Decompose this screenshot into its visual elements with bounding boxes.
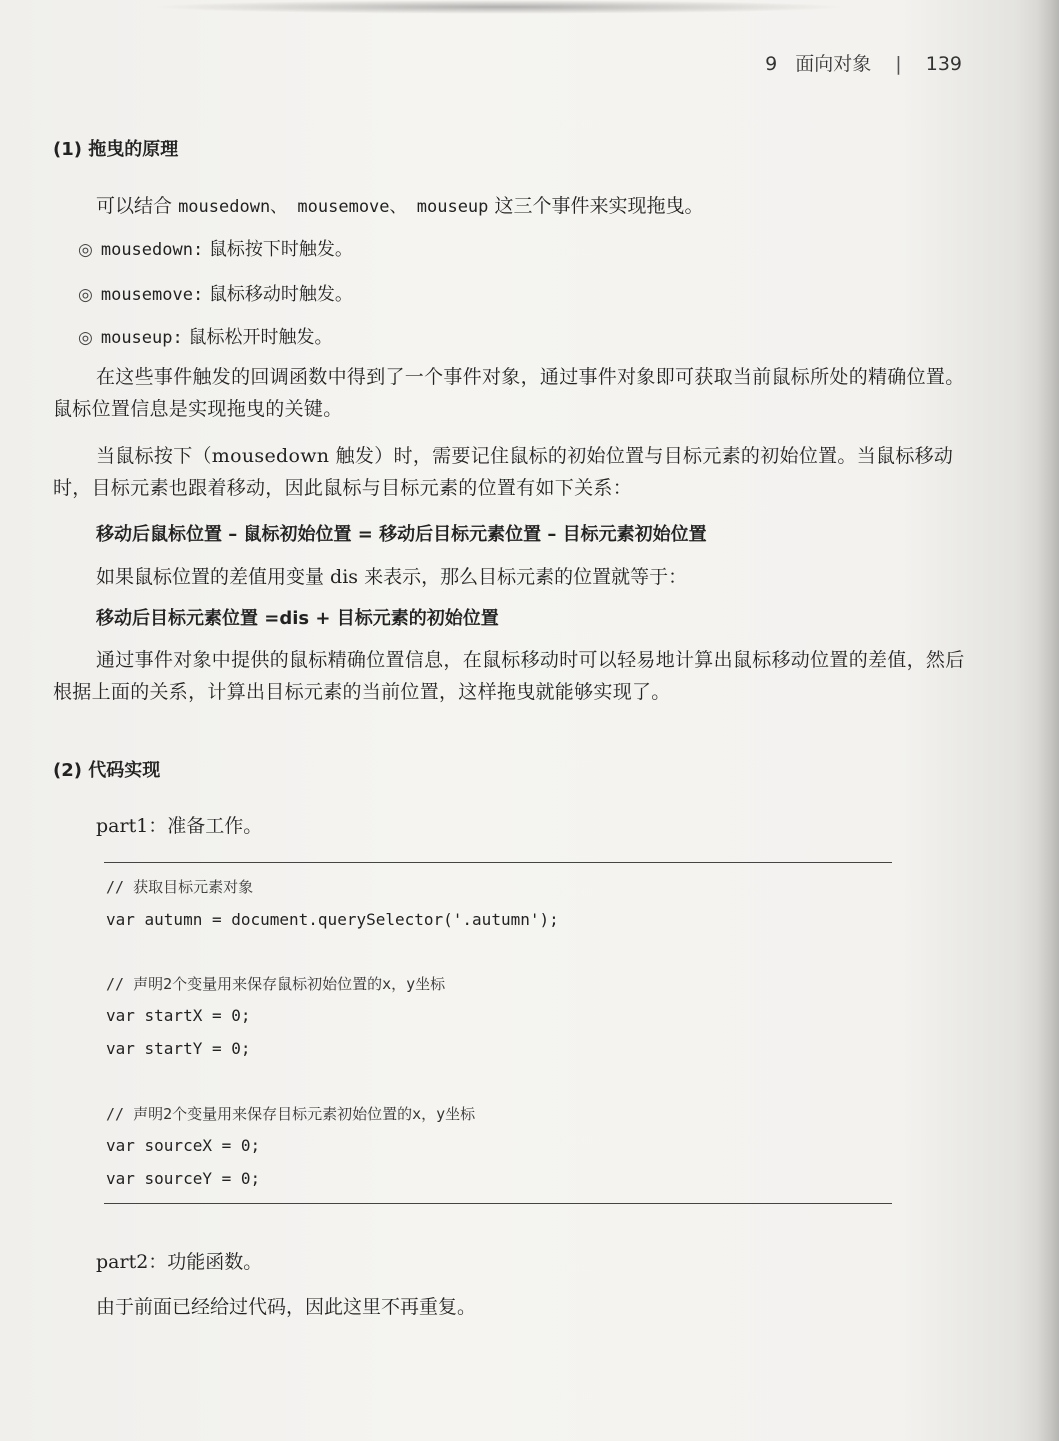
code-line: var sourceY = 0; [106,1169,261,1188]
bullet-icon: ◎ [78,285,93,305]
paragraph-dis-variable: 如果鼠标位置的差值用变量 dis 来表示，那么目标元素的位置就等于： [96,566,688,588]
intro-suffix: 这三个事件来实现拖曳。 [494,195,704,217]
code-line: var startY = 0; [106,1039,251,1058]
running-header [765,49,962,76]
section-heading-code: (2) 代码实现 [53,760,161,781]
bullet-icon: ◎ [78,240,93,260]
bullet-text: 鼠标移动时触发。 [208,284,353,305]
page-number: 139 [925,53,962,75]
bullet-code: mousemove: [100,285,204,305]
paragraph-mouse-down: 当鼠标按下（mousedown 触发）时，需要记住鼠标的初始位置与目标元素的初始位置。当鼠标移动时，目标元素也跟着移动，因此鼠标与目标元素的位置有如下关系： [53,445,954,499]
part2-label: part2：功能函数。 [96,1251,263,1273]
bullet-mousedown [78,235,353,261]
header-separator: | [895,53,902,75]
paragraph-conclusion: 通过事件对象中提供的鼠标精确位置信息，在鼠标移动时可以轻易地计算出鼠标移动位置的差值，然后根据上面的关系，计算出目标元素的当前位置，这样拖曳就能够实现了。 [53,649,965,703]
formula-target-position: 移动后目标元素位置 =dis + 目标元素的初始位置 [96,608,499,629]
intro-prefix: 可以结合 [96,195,173,217]
code-block-top-rule [104,862,892,863]
code-comment-line: // 声明2个变量用来保存目标元素初始位置的x，y坐标 [106,1105,476,1123]
bullet-code: mousedown: [100,240,204,260]
intro-events: mousedown、 mousemove、 mouseup [178,197,489,217]
page-top-shadow [150,0,850,14]
code-line: var startX = 0; [106,1006,251,1025]
closing-note: 由于前面已经给过代码，因此这里不再重复。 [96,1296,477,1318]
bullet-mouseup [78,323,332,349]
page-edge-shadow [1037,0,1059,1441]
bullet-code: mouseup: [100,328,183,348]
code-line: var autumn = document.querySelector('.autumn'); [106,910,559,929]
bullet-icon: ◎ [78,328,93,348]
bullet-mousemove [78,280,353,306]
part1-label: part1：准备工作。 [96,815,263,837]
code-comment-line: // 声明2个变量用来保存鼠标初始位置的x，y坐标 [106,975,446,993]
bullet-text: 鼠标松开时触发。 [188,327,333,348]
code-comment-line: // 获取目标元素对象 [106,878,254,896]
formula-relationship: 移动后鼠标位置 – 鼠标初始位置 = 移动后目标元素位置 – 目标元素初始位置 [96,524,707,545]
code-block-bottom-rule [104,1203,892,1204]
section-heading-principle: (1) 拖曳的原理 [53,139,179,160]
chapter-number: 9 [765,53,778,75]
code-line: var sourceX = 0; [106,1136,261,1155]
intro-line [96,191,703,218]
chapter-title: 面向对象 [795,53,872,75]
bullet-text: 鼠标按下时触发。 [208,239,353,260]
paragraph-event-object: 在这些事件触发的回调函数中得到了一个事件对象，通过事件对象即可获取当前鼠标所处的精确位置。鼠标位置信息是实现拖曳的关键。 [53,366,965,420]
